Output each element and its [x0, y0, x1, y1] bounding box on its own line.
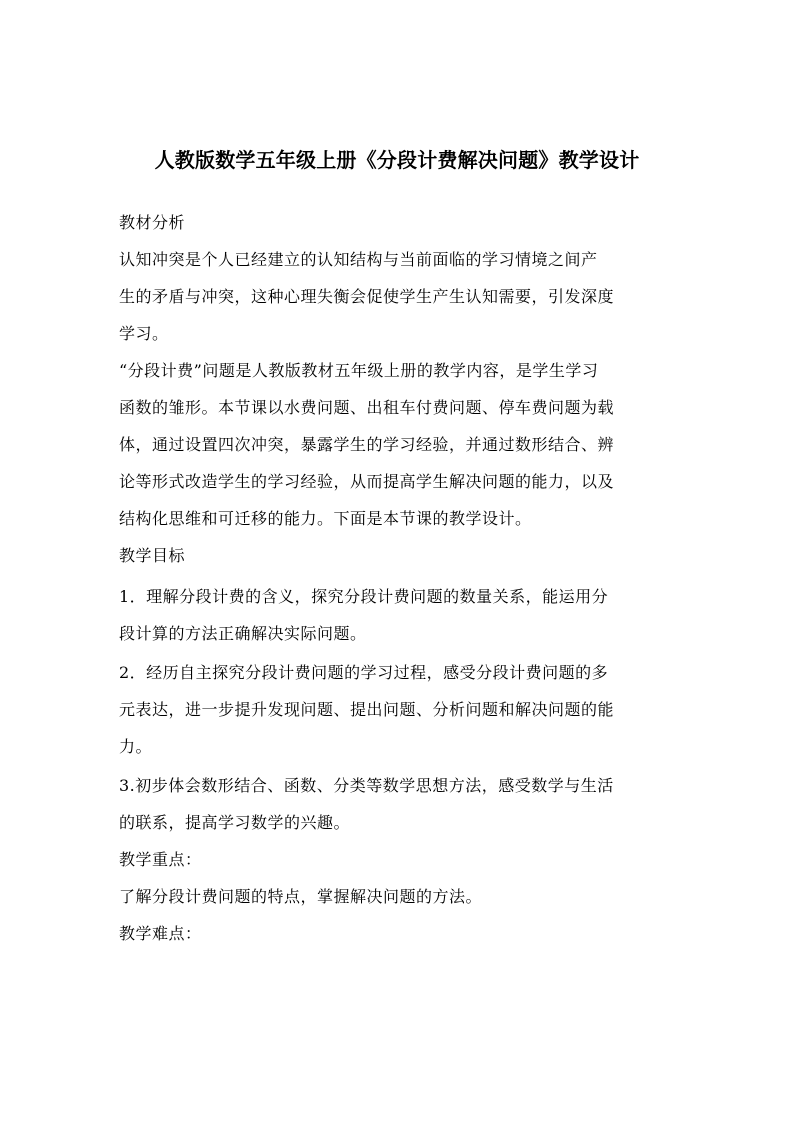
section-heading-material-analysis: 教材分析	[119, 213, 186, 232]
document-body	[119, 204, 679, 952]
paragraph-line: 学习。	[119, 324, 169, 343]
paragraph-line: 体，通过设置四次冲突，暴露学生的学习经验，并通过数形结合、辨	[119, 435, 615, 454]
goal-item-line: 的联系，提高学习数学的兴趣。	[119, 813, 351, 832]
goal-item-line: 1．理解分段计费的含义，探究分段计费问题的数量关系，能运用分	[119, 587, 609, 606]
key-point-line: 了解分段计费问题的特点，掌握解决问题的方法。	[119, 887, 483, 906]
paragraph-line: 函数的雏形。本节课以水费问题、出租车付费问题、停车费问题为载	[119, 398, 615, 417]
goal-item-line: 力。	[119, 737, 153, 756]
paragraph-line: 认知冲突是个人已经建立的认知结构与当前面临的学习情境之间产	[119, 250, 598, 269]
document-title: 人教版数学五年级上册《分段计费解决问题》教学设计	[154, 148, 640, 172]
goal-item-line: 元表达，进一步提升发现问题、提出问题、分析问题和解决问题的能	[119, 700, 615, 719]
goal-item-line: 2．经历自主探究分段计费问题的学习过程，感受分段计费问题的多	[119, 663, 609, 682]
paragraph-line: 论等形式改造学生的学习经验，从而提高学生解决问题的能力，以及	[119, 472, 615, 491]
goal-item-line: 3.初步体会数形结合、函数、分类等数学思想方法，感受数学与生活	[119, 776, 614, 795]
goal-item-line: 段计算的方法正确解决实际问题。	[119, 624, 367, 643]
paragraph-line: 结构化思维和可迁移的能力。下面是本节课的教学设计。	[119, 509, 532, 528]
section-heading-key-points: 教学重点：	[119, 850, 202, 869]
paragraph-line: “分段计费”问题是人教版教材五年级上册的教学内容，是学生学习	[119, 361, 599, 380]
paragraph-line: 生的矛盾与冲突，这种心理失衡会促使学生产生认知需要，引发深度	[119, 287, 615, 306]
section-heading-teaching-goals: 教学目标	[119, 546, 186, 565]
section-heading-difficult-points: 教学难点：	[119, 924, 202, 943]
